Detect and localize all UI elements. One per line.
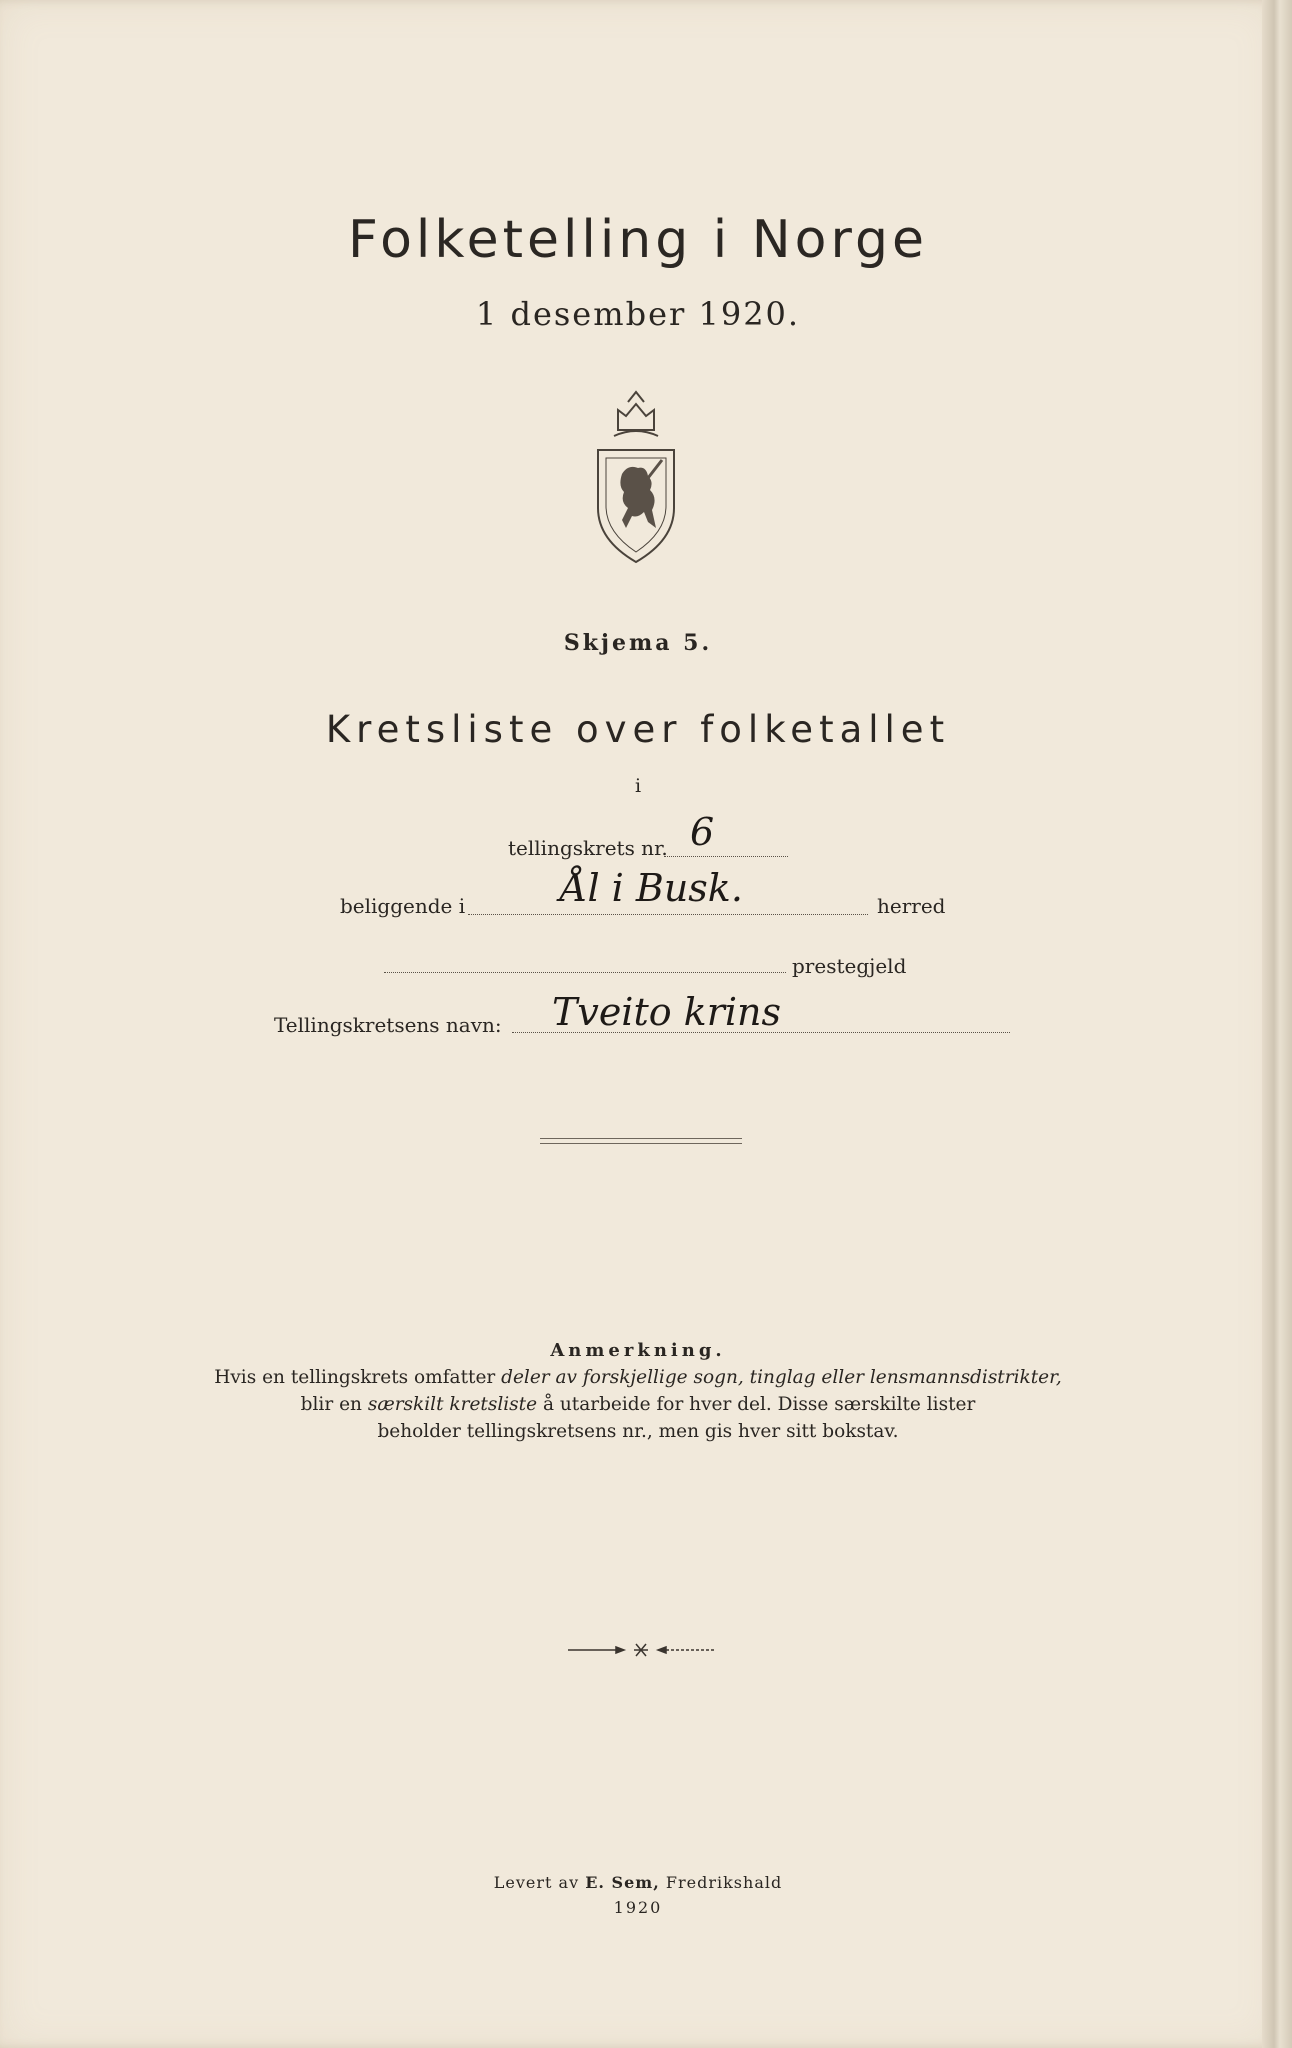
document-title: Folketelling i Norge: [348, 210, 928, 270]
printer-prefix: Levert av: [493, 1873, 586, 1892]
schema-number: Skjema 5.: [563, 630, 713, 656]
remark-heading: Anmerkning.: [550, 1340, 726, 1361]
divider-rule: [540, 1138, 742, 1139]
located-label: beliggende i: [340, 894, 466, 918]
prestegjeld-label: prestegjeld: [792, 954, 907, 978]
print-year: 1920: [613, 1898, 663, 1917]
divider-rule: [540, 1143, 742, 1144]
printer-place: Fredrikshald: [659, 1873, 783, 1892]
district-name-label: Tellingskretsens navn:: [274, 1013, 502, 1037]
remark-emphasis: deler av forskjellige sogn, tinglag eller lensmannsdistrikter,: [501, 1367, 1062, 1388]
form-heading: Kretsliste over folketallet: [325, 708, 951, 751]
printer-credit: [0, 1873, 1276, 1892]
ornament-divider-icon: [566, 1640, 716, 1660]
norwegian-coat-of-arms-icon: [588, 390, 684, 566]
located-line: [468, 914, 868, 915]
located-value[interactable]: Ål i Busk.: [560, 866, 743, 910]
district-number-label: tellingskrets nr.: [508, 836, 668, 860]
page-edge: [1262, 0, 1292, 2048]
connector-word: i: [634, 775, 642, 797]
document-date: 1 desember 1920.: [475, 295, 801, 333]
remark-text: å utarbeide for hver del. Disse særskilte lister: [537, 1394, 976, 1415]
remark-emphasis: særskilt kretsliste: [367, 1394, 538, 1415]
remark-text: Hvis en tellingskrets omfatter: [214, 1367, 502, 1388]
remark-line-2: [0, 1391, 1276, 1418]
prestegjeld-line: [384, 972, 786, 973]
printer-name: E. Sem,: [585, 1873, 660, 1892]
remark-text: blir en: [300, 1394, 368, 1415]
district-number-line: [664, 856, 788, 857]
remark-line-1: [0, 1364, 1276, 1391]
remark-line-3: beholder tellingskretsens nr., men gis hver sitt bokstav.: [377, 1421, 899, 1442]
district-number-value[interactable]: 6: [690, 810, 715, 854]
herred-label: herred: [877, 894, 946, 918]
district-name-value[interactable]: Tveito krins: [552, 990, 782, 1034]
